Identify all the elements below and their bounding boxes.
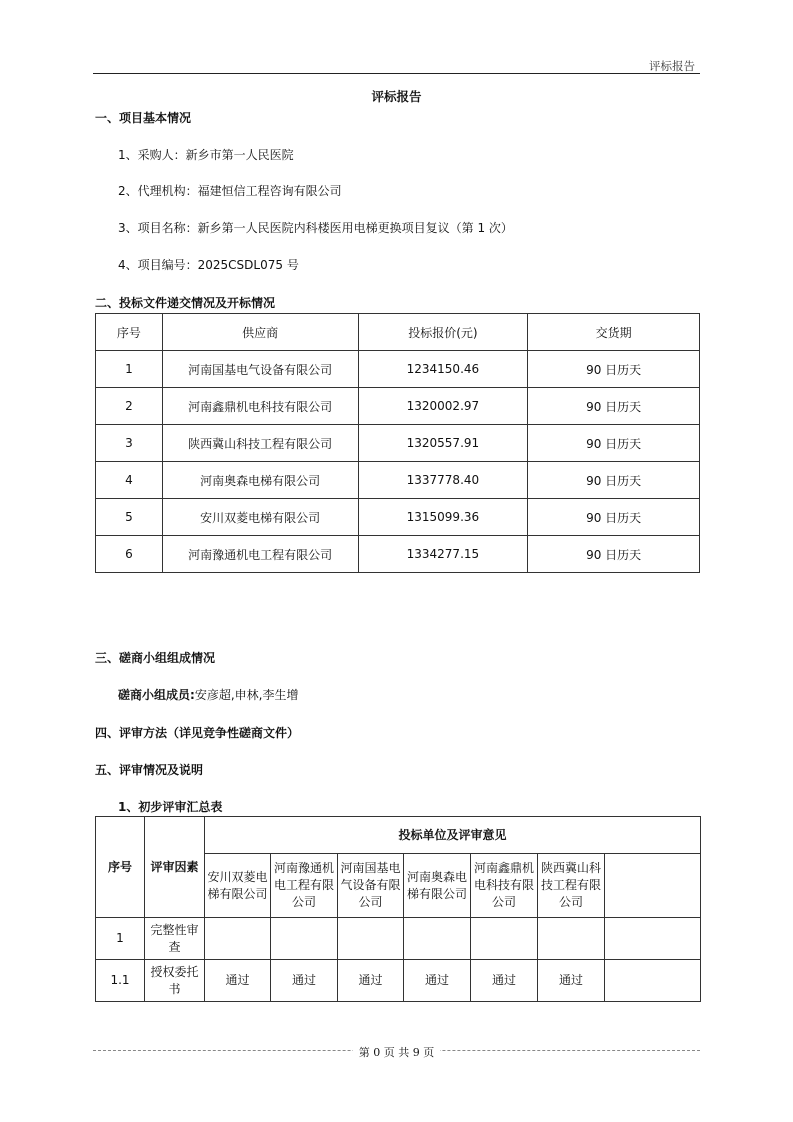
agency-line: 2、代理机构：福建恒信工程咨询有限公司 xyxy=(118,184,342,198)
review-row-factor: 授权委托书 xyxy=(145,960,205,1002)
project-name-line: 3、项目名称：新乡第一人民医院内科楼医用电梯更换项目复议（第 1 次） xyxy=(118,221,513,235)
section-heading-basic-info: 一、项目基本情况 xyxy=(95,111,192,125)
column-header: 序号 xyxy=(96,314,163,351)
delivery-period: 90 日历天 xyxy=(528,388,700,425)
delivery-period: 90 日历天 xyxy=(528,462,700,499)
bid-price: 1320557.91 xyxy=(358,425,528,462)
section-heading-method: 四、评审方法（详见竞争性磋商文件） xyxy=(95,726,300,740)
row-number: 1 xyxy=(96,351,163,388)
panel-members-value: 安彦超,申林,李生增 xyxy=(194,688,299,702)
header-rule xyxy=(93,73,700,74)
bid-table-header-row xyxy=(96,314,700,351)
table-row xyxy=(96,499,700,536)
bid-price: 1334277.15 xyxy=(358,536,528,573)
review-result xyxy=(338,918,404,960)
empty-cell xyxy=(605,854,701,918)
running-header: 评标报告 xyxy=(649,59,695,73)
empty-cell xyxy=(605,918,701,960)
table-row xyxy=(96,918,701,960)
row-number: 5 xyxy=(96,499,163,536)
supplier-name: 河南豫通机电工程有限公司 xyxy=(162,536,358,573)
row-number: 3 xyxy=(96,425,163,462)
review-group-header-row xyxy=(96,817,701,854)
column-header: 交货期 xyxy=(528,314,700,351)
bidder-header: 安川双菱电梯有限公司 xyxy=(205,854,271,918)
bid-price: 1315099.36 xyxy=(358,499,528,536)
supplier-name: 河南鑫鼎机电科技有限公司 xyxy=(162,388,358,425)
row-number: 2 xyxy=(96,388,163,425)
delivery-period: 90 日历天 xyxy=(528,425,700,462)
bidder-header: 河南鑫鼎机电科技有限公司 xyxy=(471,854,538,918)
section-heading-bid-opening: 二、投标文件递交情况及开标情况 xyxy=(95,296,276,310)
column-header: 投标报价(元) xyxy=(358,314,528,351)
section-heading-panel: 三、磋商小组组成情况 xyxy=(95,651,216,665)
table-row xyxy=(96,960,701,1002)
delivery-period: 90 日历天 xyxy=(528,499,700,536)
review-result: 通过 xyxy=(404,960,471,1002)
bid-table xyxy=(95,313,700,573)
bid-price: 1320002.97 xyxy=(358,388,528,425)
panel-members-line xyxy=(118,686,298,703)
table-row xyxy=(96,536,700,573)
row-number: 4 xyxy=(96,462,163,499)
section-heading-review: 五、评审情况及说明 xyxy=(95,763,204,777)
review-col-factor: 评审因素 xyxy=(145,817,205,918)
page-number xyxy=(0,1044,793,1060)
delivery-period: 90 日历天 xyxy=(528,351,700,388)
review-row-no: 1 xyxy=(96,918,145,960)
bidder-header: 河南国基电气设备有限公司 xyxy=(338,854,404,918)
review-result: 通过 xyxy=(271,960,338,1002)
review-result: 通过 xyxy=(471,960,538,1002)
table-row xyxy=(96,388,700,425)
empty-cell xyxy=(605,960,701,1002)
review-result: 通过 xyxy=(338,960,404,1002)
review-row-factor: 完整性审查 xyxy=(145,918,205,960)
bidder-header: 河南豫通机电工程有限公司 xyxy=(271,854,338,918)
supplier-name: 河南奥森电梯有限公司 xyxy=(162,462,358,499)
review-result xyxy=(471,918,538,960)
review-result xyxy=(271,918,338,960)
table-row xyxy=(96,462,700,499)
bid-price: 1337778.40 xyxy=(358,462,528,499)
review-row-no: 1.1 xyxy=(96,960,145,1002)
review-result: 通过 xyxy=(205,960,271,1002)
panel-members-label: 磋商小组成员: xyxy=(118,688,195,702)
supplier-name: 安川双菱电梯有限公司 xyxy=(162,499,358,536)
bidder-group-header: 投标单位及评审意见 xyxy=(205,817,701,854)
review-result: 通过 xyxy=(538,960,605,1002)
bidder-header: 陕西冀山科技工程有限公司 xyxy=(538,854,605,918)
supplier-name: 陕西冀山科技工程有限公司 xyxy=(162,425,358,462)
page-number-text: 第 0 页 共 9 页 xyxy=(353,1046,440,1059)
delivery-period: 90 日历天 xyxy=(528,536,700,573)
table-row xyxy=(96,351,700,388)
purchaser-line: 1、采购人：新乡市第一人民医院 xyxy=(118,148,294,162)
review-summary-subheading: 1、初步评审汇总表 xyxy=(118,800,223,814)
document-title: 评标报告 xyxy=(371,89,422,104)
bidder-header: 河南奥森电梯有限公司 xyxy=(404,854,471,918)
table-row xyxy=(96,425,700,462)
review-result xyxy=(404,918,471,960)
project-number-line: 4、项目编号：2025CSDL075 号 xyxy=(118,258,299,272)
column-header: 供应商 xyxy=(162,314,358,351)
review-summary-table xyxy=(95,816,701,1002)
review-result xyxy=(205,918,271,960)
review-result xyxy=(538,918,605,960)
row-number: 6 xyxy=(96,536,163,573)
supplier-name: 河南国基电气设备有限公司 xyxy=(162,351,358,388)
review-col-no: 序号 xyxy=(96,817,145,918)
bid-price: 1234150.46 xyxy=(358,351,528,388)
